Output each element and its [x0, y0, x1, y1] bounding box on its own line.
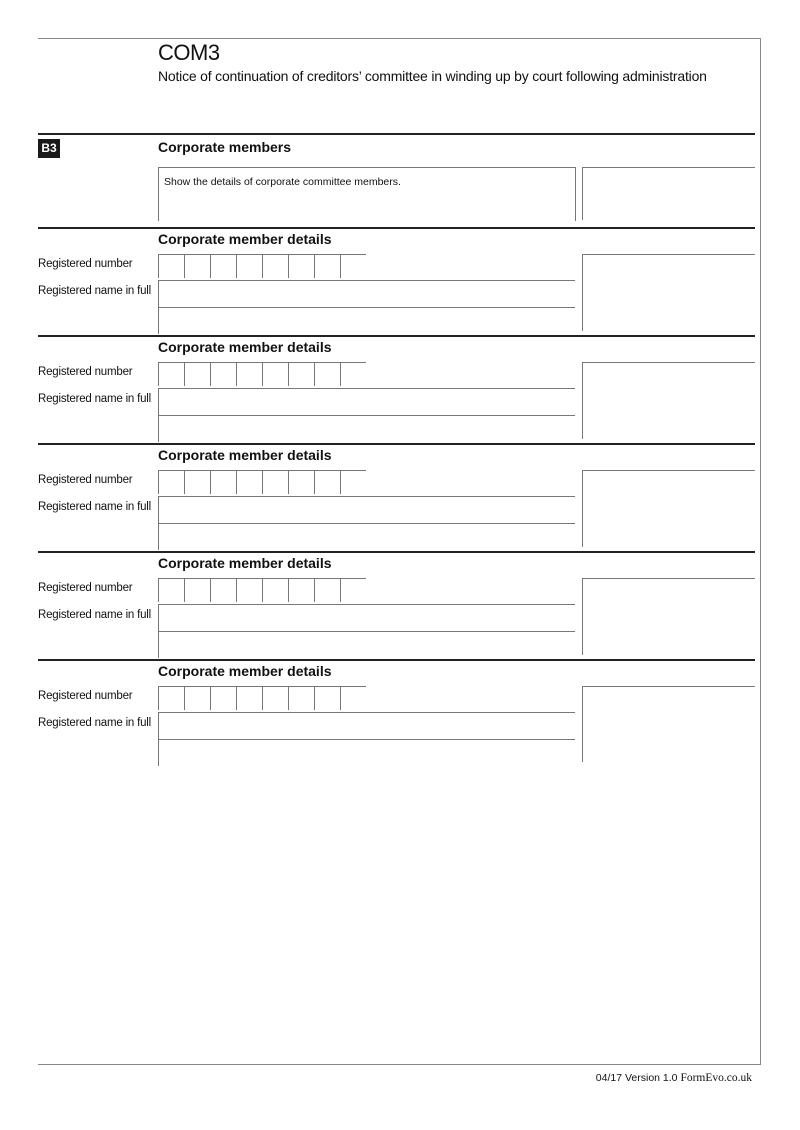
registered-name-label: Registered name in full	[38, 717, 152, 729]
registered-number-digit-box[interactable]	[262, 470, 288, 494]
registered-number-digit-box[interactable]	[158, 254, 184, 278]
member-block-rule	[38, 551, 755, 553]
registered-number-input[interactable]	[158, 578, 365, 602]
registered-number-label: Registered number	[38, 366, 133, 378]
registered-number-digit-box[interactable]	[340, 362, 366, 386]
member-block-title: Corporate member details	[158, 555, 332, 571]
member-block-title: Corporate member details	[158, 447, 332, 463]
section-rule	[38, 133, 755, 135]
registered-number-digit-box[interactable]	[158, 470, 184, 494]
side-note-edge	[582, 254, 583, 331]
registered-number-digit-box[interactable]	[262, 362, 288, 386]
registered-number-digit-box[interactable]	[158, 578, 184, 602]
member-block-rule	[38, 227, 755, 229]
registered-number-digit-box[interactable]	[158, 362, 184, 386]
registered-number-digit-box[interactable]	[184, 254, 210, 278]
registered-number-digit-box[interactable]	[184, 470, 210, 494]
member-block-rule	[38, 443, 755, 445]
registered-number-digit-box[interactable]	[184, 362, 210, 386]
side-note-rule	[582, 470, 755, 471]
registered-number-digit-box[interactable]	[288, 578, 314, 602]
registered-number-digit-box[interactable]	[262, 686, 288, 710]
member-block-title: Corporate member details	[158, 231, 332, 247]
side-note-edge	[582, 686, 583, 762]
registered-number-digit-box[interactable]	[184, 578, 210, 602]
registered-number-label: Registered number	[38, 258, 133, 270]
registered-number-digit-box[interactable]	[236, 686, 262, 710]
registered-number-label: Registered number	[38, 474, 133, 486]
registered-number-digit-box[interactable]	[314, 254, 340, 278]
registered-number-digit-box[interactable]	[314, 686, 340, 710]
registered-number-digit-box[interactable]	[288, 254, 314, 278]
side-note-edge	[582, 470, 583, 547]
registered-number-digit-box[interactable]	[210, 254, 236, 278]
form-code: COM3	[158, 40, 220, 65]
footer-version: 04/17 Version 1.0	[595, 1072, 678, 1084]
registered-number-digit-box[interactable]	[340, 254, 366, 278]
registered-name-label: Registered name in full	[38, 393, 152, 405]
side-note-edge	[582, 167, 583, 220]
registered-number-digit-box[interactable]	[288, 686, 314, 710]
registered-number-digit-box[interactable]	[210, 362, 236, 386]
registered-name-line-1[interactable]	[158, 604, 575, 631]
registered-number-input[interactable]	[158, 254, 365, 278]
registered-name-label: Registered name in full	[38, 609, 152, 621]
registered-number-digit-box[interactable]	[210, 686, 236, 710]
member-block-rule	[38, 659, 755, 661]
instruction-text: Show the details of corporate committee members.	[164, 176, 401, 188]
registered-number-input[interactable]	[158, 686, 365, 710]
side-note-edge	[582, 578, 583, 655]
registered-number-label: Registered number	[38, 690, 133, 702]
registered-number-digit-box[interactable]	[236, 470, 262, 494]
registered-number-digit-box[interactable]	[288, 362, 314, 386]
registered-number-input[interactable]	[158, 470, 365, 494]
registered-number-digit-box[interactable]	[314, 578, 340, 602]
registered-number-digit-box[interactable]	[314, 362, 340, 386]
registered-number-digit-box[interactable]	[236, 254, 262, 278]
registered-number-input[interactable]	[158, 362, 365, 386]
registered-number-digit-box[interactable]	[262, 254, 288, 278]
side-note-rule	[582, 167, 755, 168]
registered-name-line-2[interactable]	[158, 739, 575, 766]
registered-name-line-1[interactable]	[158, 388, 575, 415]
member-block-rule	[38, 335, 755, 337]
registered-number-digit-box[interactable]	[236, 362, 262, 386]
footer	[596, 1072, 752, 1084]
footer-brand: FormEvo.co.uk	[680, 1072, 752, 1084]
registered-name-line-2[interactable]	[158, 631, 575, 658]
registered-number-digit-box[interactable]	[340, 686, 366, 710]
registered-name-line-2[interactable]	[158, 415, 575, 442]
section-title: Corporate members	[158, 139, 292, 155]
frame-top-rule	[38, 38, 761, 39]
registered-number-digit-box[interactable]	[314, 470, 340, 494]
frame-bottom-rule	[38, 1064, 761, 1065]
registered-name-line-1[interactable]	[158, 712, 575, 739]
registered-number-digit-box[interactable]	[288, 470, 314, 494]
registered-number-digit-box[interactable]	[210, 578, 236, 602]
registered-name-line-2[interactable]	[158, 523, 575, 550]
frame-right-rule	[760, 38, 761, 1065]
registered-name-line-1[interactable]	[158, 496, 575, 523]
member-block-title: Corporate member details	[158, 339, 332, 355]
registered-number-digit-box[interactable]	[158, 686, 184, 710]
registered-name-line-1[interactable]	[158, 280, 575, 307]
side-note-rule	[582, 362, 755, 363]
registered-number-digit-box[interactable]	[340, 578, 366, 602]
form-title: Notice of continuation of creditors’ committee in winding up by court following administration	[158, 68, 707, 84]
registered-number-digit-box[interactable]	[262, 578, 288, 602]
registered-number-label: Registered number	[38, 582, 133, 594]
registered-name-line-2[interactable]	[158, 307, 575, 334]
member-block-title: Corporate member details	[158, 663, 332, 679]
registered-number-digit-box[interactable]	[236, 578, 262, 602]
side-note-rule	[582, 254, 755, 255]
registered-number-digit-box[interactable]	[210, 470, 236, 494]
side-note-edge	[582, 362, 583, 439]
registered-number-digit-box[interactable]	[340, 470, 366, 494]
registered-name-label: Registered name in full	[38, 285, 152, 297]
side-note-rule	[582, 578, 755, 579]
section-badge: B3	[38, 139, 60, 158]
side-note-rule	[582, 686, 755, 687]
registered-name-label: Registered name in full	[38, 501, 152, 513]
registered-number-digit-box[interactable]	[184, 686, 210, 710]
